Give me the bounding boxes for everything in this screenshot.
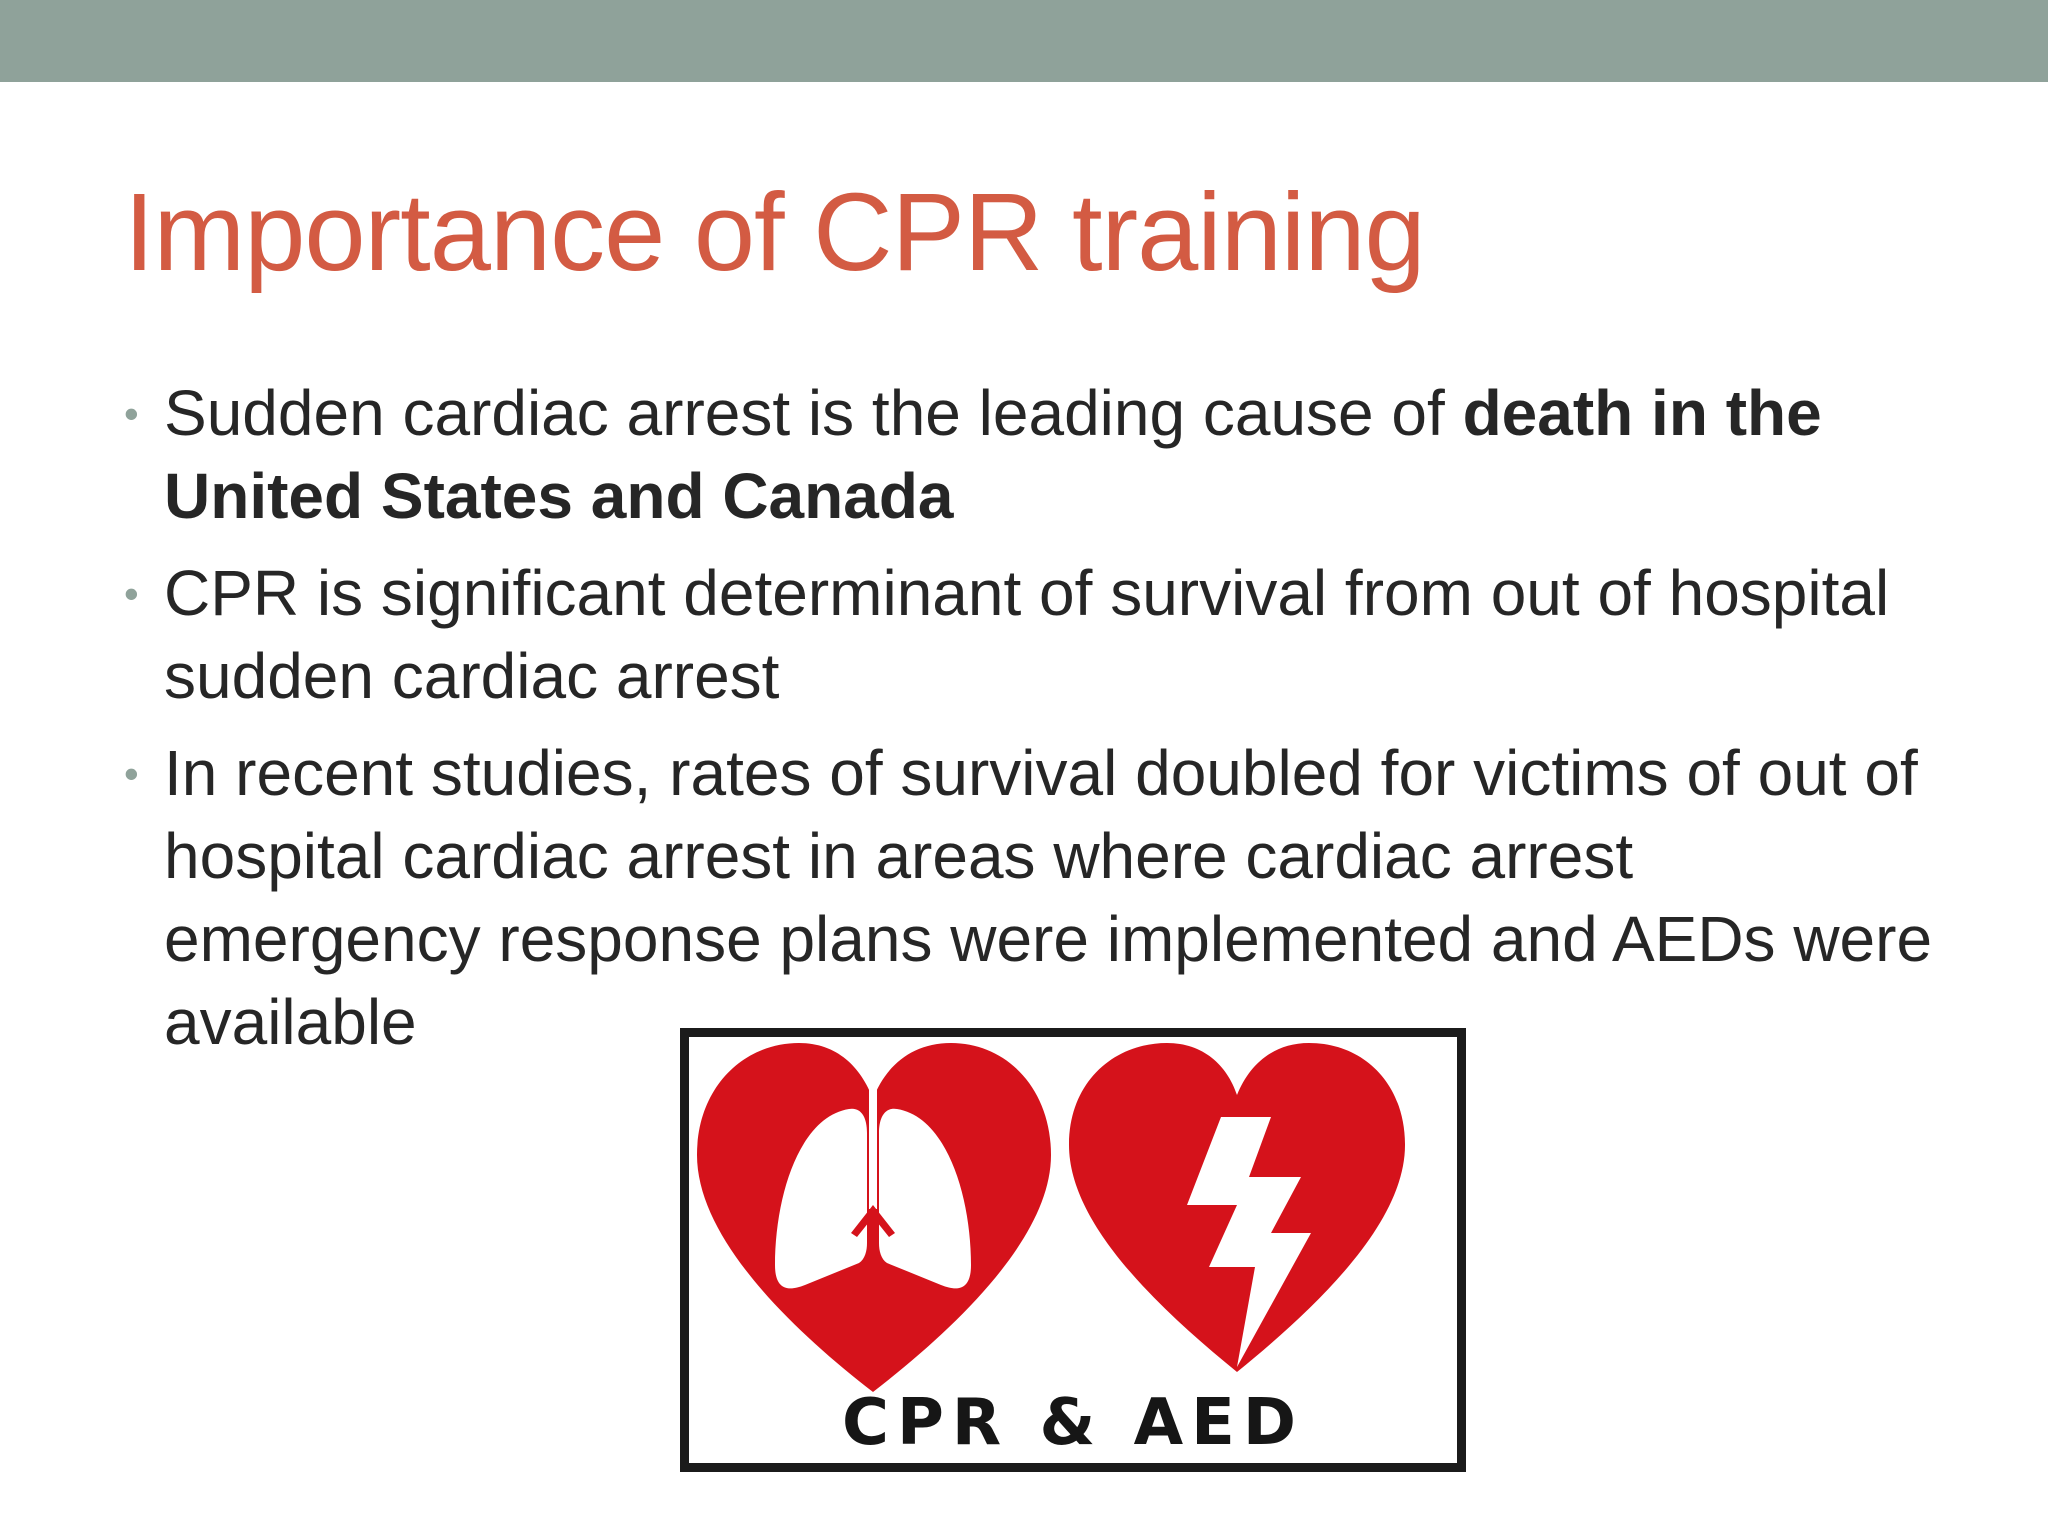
bullet-marker: •	[124, 750, 139, 797]
bullet-list	[120, 372, 1950, 1078]
bullet-item-3	[120, 732, 1950, 1064]
bullet-bold-text: death in the United States and Canada	[164, 377, 1822, 532]
logo-caption: CPR & AED	[842, 1386, 1304, 1460]
heart-lungs-icon	[697, 1043, 1051, 1392]
bullet-item-2	[120, 552, 1950, 718]
heart-lightning-icon	[1069, 1043, 1405, 1372]
cpr-aed-logo	[680, 1028, 1466, 1472]
bullet-marker: •	[124, 390, 139, 437]
bullet-text: In recent studies, rates of survival doubled for victims of out of hospital cardiac arrest in areas where cardiac arrest emergency response plans were implemented and AEDs were available	[164, 737, 1933, 1058]
slide-title: Importance of CPR training	[124, 171, 1425, 294]
bullet-item-1	[120, 372, 1950, 538]
bullet-marker: •	[124, 570, 139, 617]
top-accent-bar	[0, 0, 2048, 82]
bullet-text: CPR is significant determinant of survival from out of hospital sudden cardiac arrest	[164, 557, 1890, 712]
bullet-text: Sudden cardiac arrest is the leading cause of	[164, 377, 1463, 449]
